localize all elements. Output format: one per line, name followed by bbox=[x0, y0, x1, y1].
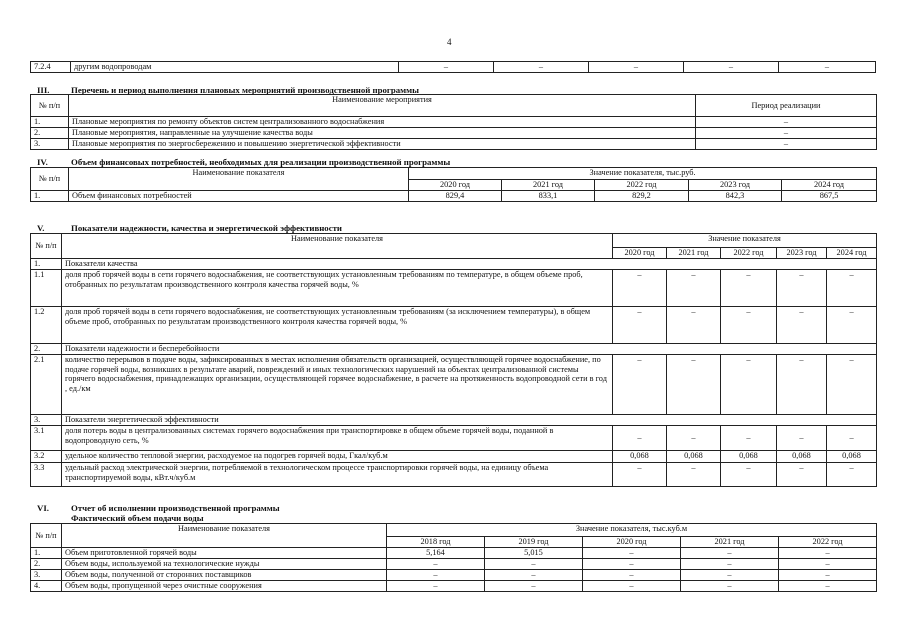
row-number: 1. bbox=[31, 191, 69, 202]
value-cell: – bbox=[667, 355, 721, 415]
value-cell: 842,3 bbox=[689, 191, 782, 202]
value-cell: – bbox=[583, 581, 681, 592]
row-period: – bbox=[696, 117, 877, 128]
year-header: 2023 год bbox=[777, 248, 827, 259]
value-cell: – bbox=[613, 307, 667, 344]
value-cell: 829,2 bbox=[595, 191, 689, 202]
value-cell: – bbox=[667, 270, 721, 307]
year-header: 2023 год bbox=[689, 180, 782, 191]
row-name: Объем воды, полученной от сторонних поставщиков bbox=[62, 570, 387, 581]
row-name: доля проб горячей воды в сети горячего водоснабжения, не соответствующих установленным требованиям (за исключением температуры), в общем объеме проб, отобранных по результатам производственного контроля качества горячей воды, % bbox=[62, 307, 613, 344]
group-number: 3. bbox=[31, 415, 62, 426]
value-cell: – bbox=[827, 307, 877, 344]
subtitle-text: Фактический объем подачи воды bbox=[71, 513, 204, 523]
row-number: 3.3 bbox=[31, 463, 62, 487]
group-number: 2. bbox=[31, 344, 62, 355]
value-cell: – bbox=[681, 559, 779, 570]
value-cell: – bbox=[613, 463, 667, 487]
group-name: Показатели надежности и бесперебойности bbox=[62, 344, 877, 355]
header-num: № п/п bbox=[31, 234, 62, 259]
value-cell: – bbox=[827, 426, 877, 451]
row-number: 2.1 bbox=[31, 355, 62, 415]
value-cell: – bbox=[485, 559, 583, 570]
year-header: 2020 год bbox=[583, 537, 681, 548]
table-7-2-4 bbox=[30, 61, 876, 73]
value-cell: – bbox=[779, 62, 876, 73]
section-number: VI. bbox=[37, 503, 49, 513]
value-cell: – bbox=[613, 426, 667, 451]
row-number: 3. bbox=[31, 570, 62, 581]
row-name: доля проб горячей воды в сети горячего водоснабжения, не соответствующих установленным требованиям по температуре, в общем объеме проб, отобранных по результатам производственного контроля качества горячей воды, % bbox=[62, 270, 613, 307]
section-6-subtitle bbox=[71, 513, 204, 523]
year-header: 2018 год bbox=[387, 537, 485, 548]
value-cell: – bbox=[779, 570, 877, 581]
table-section-3 bbox=[30, 94, 877, 150]
section-6-title bbox=[37, 503, 280, 513]
row-name: доля потерь воды в централизованных системах горячего водоснабжения при транспортировке в общем объеме горячей воды, поданной в водопроводную сеть, % bbox=[62, 426, 613, 451]
group-name: Показатели качества bbox=[62, 259, 877, 270]
value-cell: – bbox=[583, 559, 681, 570]
group-name: Показатели энергетической эффективности bbox=[62, 415, 877, 426]
value-cell: – bbox=[387, 559, 485, 570]
value-cell: 0,068 bbox=[721, 451, 777, 463]
value-cell: – bbox=[777, 355, 827, 415]
value-cell: – bbox=[779, 548, 877, 559]
table-section-6 bbox=[30, 523, 877, 592]
row-name: Плановые мероприятия по энергосбережению и повышению энергетической эффективности bbox=[69, 139, 696, 150]
row-name: Объем финансовых потребностей bbox=[69, 191, 409, 202]
row-name: удельное количество тепловой энергии, расходуемое на подогрев горячей воды, Гкал/куб.м bbox=[62, 451, 613, 463]
row-number: 2. bbox=[31, 559, 62, 570]
row-name: Плановые мероприятия, направленные на улучшение качества воды bbox=[69, 128, 696, 139]
value-cell: – bbox=[721, 426, 777, 451]
row-name: Объем воды, пропущенной через очистные сооружения bbox=[62, 581, 387, 592]
row-period: – bbox=[696, 128, 877, 139]
year-header: 2019 год bbox=[485, 537, 583, 548]
year-header: 2021 год bbox=[502, 180, 595, 191]
header-name: Наименование показателя bbox=[69, 168, 409, 191]
value-cell: 0,068 bbox=[777, 451, 827, 463]
value-cell: 0,068 bbox=[667, 451, 721, 463]
value-cell: 0,068 bbox=[613, 451, 667, 463]
value-cell: – bbox=[613, 270, 667, 307]
row-number: 1. bbox=[31, 548, 62, 559]
year-header: 2020 год bbox=[613, 248, 667, 259]
year-header: 2021 год bbox=[667, 248, 721, 259]
header-name: Наименование показателя bbox=[62, 234, 613, 259]
row-name: Объем воды, используемой на технологические нужды bbox=[62, 559, 387, 570]
value-cell: 5,015 bbox=[485, 548, 583, 559]
section-title-text: Отчет об исполнении производственной программы bbox=[71, 503, 280, 513]
value-cell: – bbox=[399, 62, 494, 73]
value-cell: – bbox=[721, 355, 777, 415]
value-cell: – bbox=[387, 570, 485, 581]
header-num: № п/п bbox=[31, 168, 69, 191]
section-number: IV. bbox=[37, 157, 48, 167]
table-section-5 bbox=[30, 233, 877, 487]
value-cell: – bbox=[494, 62, 589, 73]
table-section-4 bbox=[30, 167, 877, 202]
row-period: – bbox=[696, 139, 877, 150]
section-title-text: Перечень и период выполнения плановых мероприятий производственной программы bbox=[71, 85, 420, 95]
row-name: другим водопроводам bbox=[71, 62, 399, 73]
value-cell: – bbox=[667, 463, 721, 487]
row-name: удельный расход электрической энергии, потребляемой в технологическом процессе транспортировки горячей воды, на единицу объема транспортируемой воды, кВт.ч/куб.м bbox=[62, 463, 613, 487]
row-number: 1.1 bbox=[31, 270, 62, 307]
value-cell: – bbox=[721, 270, 777, 307]
row-number: 1.2 bbox=[31, 307, 62, 344]
row-number: 2. bbox=[31, 128, 69, 139]
year-header: 2020 год bbox=[409, 180, 502, 191]
value-cell: – bbox=[589, 62, 684, 73]
value-cell: – bbox=[667, 426, 721, 451]
section-title-text: Показатели надежности, качества и энергетической эффективности bbox=[71, 223, 342, 233]
section-5-title bbox=[37, 223, 342, 233]
row-number: 4. bbox=[31, 581, 62, 592]
row-number: 1. bbox=[31, 117, 69, 128]
row-number: 7.2.4 bbox=[31, 62, 71, 73]
value-cell: – bbox=[777, 307, 827, 344]
year-header: 2021 год bbox=[681, 537, 779, 548]
value-cell: – bbox=[779, 581, 877, 592]
header-value: Значение показателя bbox=[613, 234, 877, 248]
value-cell: – bbox=[485, 570, 583, 581]
row-name: Плановые мероприятия по ремонту объектов систем централизованного водоснабжения bbox=[69, 117, 696, 128]
value-cell: – bbox=[721, 463, 777, 487]
header-value: Значение показателя, тыс.куб.м bbox=[387, 524, 877, 537]
value-cell: 0,068 bbox=[827, 451, 877, 463]
value-cell: – bbox=[485, 581, 583, 592]
section-number: III. bbox=[37, 85, 50, 95]
value-cell: – bbox=[583, 570, 681, 581]
value-cell: – bbox=[387, 581, 485, 592]
year-header: 2024 год bbox=[782, 180, 877, 191]
row-number: 3.2 bbox=[31, 451, 62, 463]
value-cell: – bbox=[777, 270, 827, 307]
header-num: № п/п bbox=[31, 95, 69, 117]
year-header: 2024 год bbox=[827, 248, 877, 259]
value-cell: – bbox=[681, 570, 779, 581]
value-cell: – bbox=[681, 548, 779, 559]
year-header: 2022 год bbox=[721, 248, 777, 259]
year-header: 2022 год bbox=[595, 180, 689, 191]
value-cell: 867,5 bbox=[782, 191, 877, 202]
header-value: Значение показателя, тыс.руб. bbox=[409, 168, 877, 180]
row-name: количество перерывов в подаче воды, зафиксированных в местах исполнения обязательств организацией, осуществляющей горячее водоснабжение, по подаче горячей воды, возникших в результате аварий, повреждений и иных технологических нарушений на объектах централизованной системы горячего водоснабжения, принадлежащих организации, осуществляющей горячее водоснабжение, в расчете на протяженность водопроводной сети в год , ед./км bbox=[62, 355, 613, 415]
value-cell: – bbox=[583, 548, 681, 559]
value-cell: – bbox=[721, 307, 777, 344]
group-number: 1. bbox=[31, 259, 62, 270]
row-name: Объем приготовленной горячей воды bbox=[62, 548, 387, 559]
value-cell: – bbox=[684, 62, 779, 73]
section-number: V. bbox=[37, 223, 45, 233]
value-cell: – bbox=[827, 463, 877, 487]
header-num: № п/п bbox=[31, 524, 62, 548]
section-4-title bbox=[37, 157, 450, 167]
value-cell: – bbox=[613, 355, 667, 415]
header-period: Период реализации bbox=[696, 95, 877, 117]
row-number: 3. bbox=[31, 139, 69, 150]
value-cell: – bbox=[827, 270, 877, 307]
value-cell: – bbox=[827, 355, 877, 415]
value-cell: – bbox=[667, 307, 721, 344]
value-cell: 5,164 bbox=[387, 548, 485, 559]
page-number: 4 bbox=[447, 37, 452, 47]
section-title-text: Объем финансовых потребностей, необходимых для реализации производственной программы bbox=[71, 157, 451, 167]
value-cell: – bbox=[681, 581, 779, 592]
value-cell: – bbox=[777, 463, 827, 487]
value-cell: 829,4 bbox=[409, 191, 502, 202]
value-cell: 833,1 bbox=[502, 191, 595, 202]
header-name: Наименование показателя bbox=[62, 524, 387, 548]
row-number: 3.1 bbox=[31, 426, 62, 451]
value-cell: – bbox=[779, 559, 877, 570]
year-header: 2022 год bbox=[779, 537, 877, 548]
value-cell: – bbox=[777, 426, 827, 451]
header-name: Наименование мероприятия bbox=[69, 95, 696, 117]
